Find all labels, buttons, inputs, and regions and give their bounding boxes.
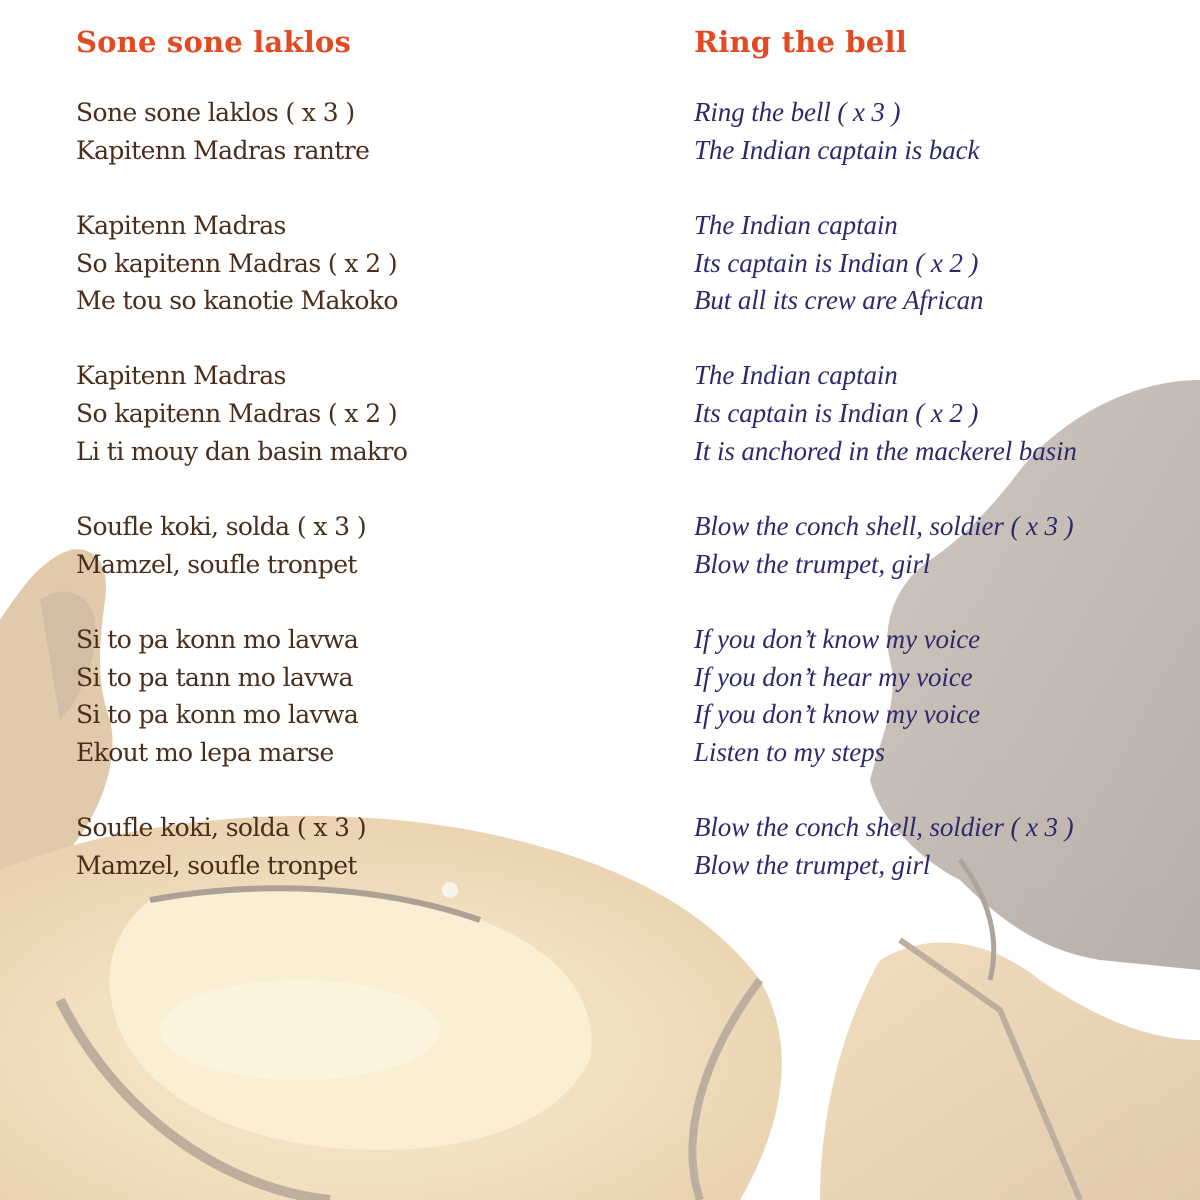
stanza bbox=[694, 207, 1174, 320]
lyric-line: Soufle koki, solda ( x 3 ) bbox=[76, 512, 366, 541]
lyric-line: Blow the trumpet, girl bbox=[694, 548, 931, 579]
lyric-line: The Indian captain bbox=[694, 360, 898, 391]
lyric-line: The Indian captain is back bbox=[694, 134, 980, 165]
stanza bbox=[76, 207, 556, 320]
lyric-line: So kapitenn Madras ( x 2 ) bbox=[76, 399, 398, 429]
lyric-line: Its captain is Indian ( x 2 ) bbox=[694, 398, 979, 429]
lyric-line: Mamzel, soufle tronpet bbox=[76, 850, 357, 880]
stanza bbox=[76, 508, 556, 583]
lyric-line: Its captain is Indian ( x 2 ) bbox=[694, 247, 979, 278]
stanza bbox=[694, 809, 1174, 884]
lyric-line: It is anchored in the mackerel basin bbox=[694, 435, 1077, 466]
original-lyrics-column bbox=[76, 22, 556, 885]
lyric-line: Kapitenn Madras rantre bbox=[76, 135, 370, 165]
song-title-original: Sone sone laklos bbox=[76, 25, 352, 59]
stanza bbox=[694, 94, 1174, 169]
lyric-line: Kapitenn Madras bbox=[76, 361, 286, 391]
stanza bbox=[76, 809, 556, 884]
stanza bbox=[76, 357, 556, 470]
lyric-line: Blow the trumpet, girl bbox=[694, 849, 931, 880]
lyric-line: Li ti mouy dan basin makro bbox=[76, 436, 408, 466]
translation-lyrics-column bbox=[694, 22, 1174, 885]
stanza bbox=[694, 508, 1174, 583]
lyric-line: Sone sone laklos ( x 3 ) bbox=[76, 98, 355, 127]
stanza bbox=[76, 94, 556, 169]
lyric-line: But all its crew are African bbox=[694, 285, 984, 316]
lyric-line: If you don’t hear my voice bbox=[694, 661, 973, 692]
song-title-translation: Ring the bell bbox=[694, 25, 907, 59]
lyric-line: Me tou so kanotie Makoko bbox=[76, 286, 398, 316]
lyric-line: Blow the conch shell, soldier ( x 3 ) bbox=[694, 812, 1074, 843]
stanza bbox=[76, 621, 556, 772]
lyric-line: Si to pa konn mo lavwa bbox=[76, 700, 359, 730]
lyric-line: If you don’t know my voice bbox=[694, 623, 981, 654]
lyric-line: Blow the conch shell, soldier ( x 3 ) bbox=[694, 511, 1074, 541]
lyric-line: Ring the bell ( x 3 ) bbox=[694, 97, 901, 127]
lyric-line: If you don’t know my voice bbox=[694, 699, 981, 730]
stanza bbox=[694, 357, 1174, 470]
lyric-line: Mamzel, soufle tronpet bbox=[76, 549, 357, 579]
lyric-line: The Indian captain bbox=[694, 209, 898, 240]
lyric-line: Ekout mo lepa marse bbox=[76, 737, 334, 767]
lyric-line: Listen to my steps bbox=[694, 736, 885, 767]
lyric-line: Si to pa tann mo lavwa bbox=[76, 662, 353, 692]
lyric-line: Si to pa konn mo lavwa bbox=[76, 624, 359, 654]
lyric-line: Kapitenn Madras bbox=[76, 210, 286, 240]
stanza bbox=[694, 621, 1174, 772]
lyric-line: So kapitenn Madras ( x 2 ) bbox=[76, 248, 398, 278]
lyric-line: Soufle koki, solda ( x 3 ) bbox=[76, 813, 366, 843]
